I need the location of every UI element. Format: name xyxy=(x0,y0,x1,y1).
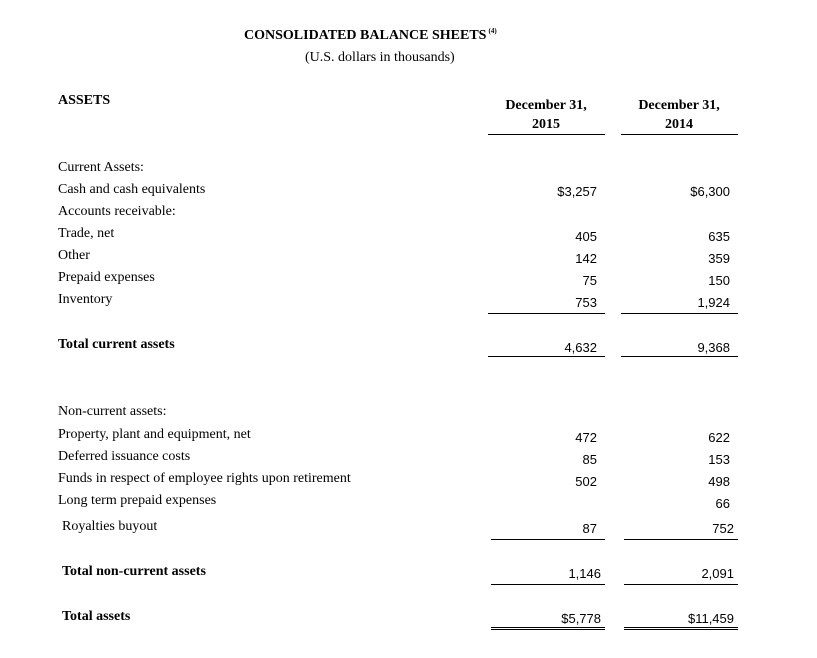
value-other-2014: 359 xyxy=(708,251,730,266)
value-ppe-2015: 472 xyxy=(575,430,597,445)
column-header-2014-underline xyxy=(621,134,738,135)
value-employee-rights-funds-2014: 498 xyxy=(708,474,730,489)
row-label-cash: Cash and cash equivalents xyxy=(58,182,206,197)
row-label-inventory: Inventory xyxy=(58,292,113,307)
value-other-2015: 142 xyxy=(575,251,597,266)
column-header-2015-line2: 2015 xyxy=(532,117,560,132)
column-header-2014 xyxy=(620,96,738,134)
column-header-2015-line1: December 31, xyxy=(505,98,587,113)
row-label-prepaid-expenses: Prepaid expenses xyxy=(58,270,155,285)
value-long-term-prepaid-2014: 66 xyxy=(715,496,730,511)
total-assets-double-rule-2015 xyxy=(491,627,605,630)
column-header-2015-underline xyxy=(488,134,605,135)
row-label-current-assets-heading: Current Assets: xyxy=(58,160,144,175)
value-royalties-buyout-2014: 752 xyxy=(712,521,734,536)
value-ppe-2014: 622 xyxy=(708,430,730,445)
value-deferred-issuance-costs-2014: 153 xyxy=(708,452,730,467)
row-label-total-non-current-assets: Total non-current assets xyxy=(62,564,206,579)
statement-title-text: CONSOLIDATED BALANCE SHEETS xyxy=(244,28,487,43)
row-label-total-current-assets: Total current assets xyxy=(58,337,175,352)
value-deferred-issuance-costs-2015: 85 xyxy=(582,452,597,467)
value-total-non-current-assets-2015: 1,146 xyxy=(568,566,601,581)
total-noncurrent-rule-2015 xyxy=(491,584,605,585)
assets-section-heading: ASSETS xyxy=(58,93,111,108)
row-label-total-assets: Total assets xyxy=(62,609,131,624)
value-prepaid-expenses-2015: 75 xyxy=(582,273,597,288)
row-label-non-current-assets-heading: Non-current assets: xyxy=(58,404,167,419)
column-header-2014-line2: 2014 xyxy=(665,117,693,132)
title-footnote-marker: (4) xyxy=(488,27,497,35)
value-royalties-buyout-2015: 87 xyxy=(582,521,597,536)
value-inventory-2014: 1,924 xyxy=(697,295,730,310)
row-label-trade-net: Trade, net xyxy=(58,226,115,241)
total-current-rule-2015 xyxy=(488,356,605,357)
total-assets-double-rule-2014 xyxy=(624,627,738,630)
column-header-2015 xyxy=(487,96,605,134)
value-total-current-assets-2014: 9,368 xyxy=(697,340,730,355)
value-cash-2014: $6,300 xyxy=(690,184,730,199)
row-label-employee-rights-funds: Funds in respect of employee rights upon retirement xyxy=(58,471,351,486)
value-total-current-assets-2015: 4,632 xyxy=(564,340,597,355)
row-label-deferred-issuance-costs: Deferred issuance costs xyxy=(58,449,191,464)
value-inventory-2015: 753 xyxy=(575,295,597,310)
statement-subtitle: (U.S. dollars in thousands) xyxy=(305,50,455,65)
value-trade-net-2014: 635 xyxy=(708,229,730,244)
value-prepaid-expenses-2014: 150 xyxy=(708,273,730,288)
statement-title xyxy=(244,27,497,44)
row-label-long-term-prepaid: Long term prepaid expenses xyxy=(58,493,217,508)
row-label-other: Other xyxy=(58,248,90,263)
total-noncurrent-rule-2014 xyxy=(624,584,738,585)
total-current-rule-2014 xyxy=(621,356,738,357)
row-label-ppe: Property, plant and equipment, net xyxy=(58,427,251,442)
subtotal-noncurrent-rule-2015 xyxy=(491,539,605,540)
subtotal-rule-2015 xyxy=(488,313,605,314)
value-cash-2015: $3,257 xyxy=(557,184,597,199)
column-header-2014-line1: December 31, xyxy=(638,98,720,113)
value-total-non-current-assets-2014: 2,091 xyxy=(701,566,734,581)
value-total-assets-2015: $5,778 xyxy=(561,611,601,626)
value-employee-rights-funds-2015: 502 xyxy=(575,474,597,489)
subtotal-noncurrent-rule-2014 xyxy=(624,539,738,540)
row-label-accounts-receivable-heading: Accounts receivable: xyxy=(58,204,176,219)
value-trade-net-2015: 405 xyxy=(575,229,597,244)
value-total-assets-2014: $11,459 xyxy=(687,611,734,626)
row-label-royalties-buyout: Royalties buyout xyxy=(62,519,158,534)
subtotal-rule-2014 xyxy=(621,313,738,314)
